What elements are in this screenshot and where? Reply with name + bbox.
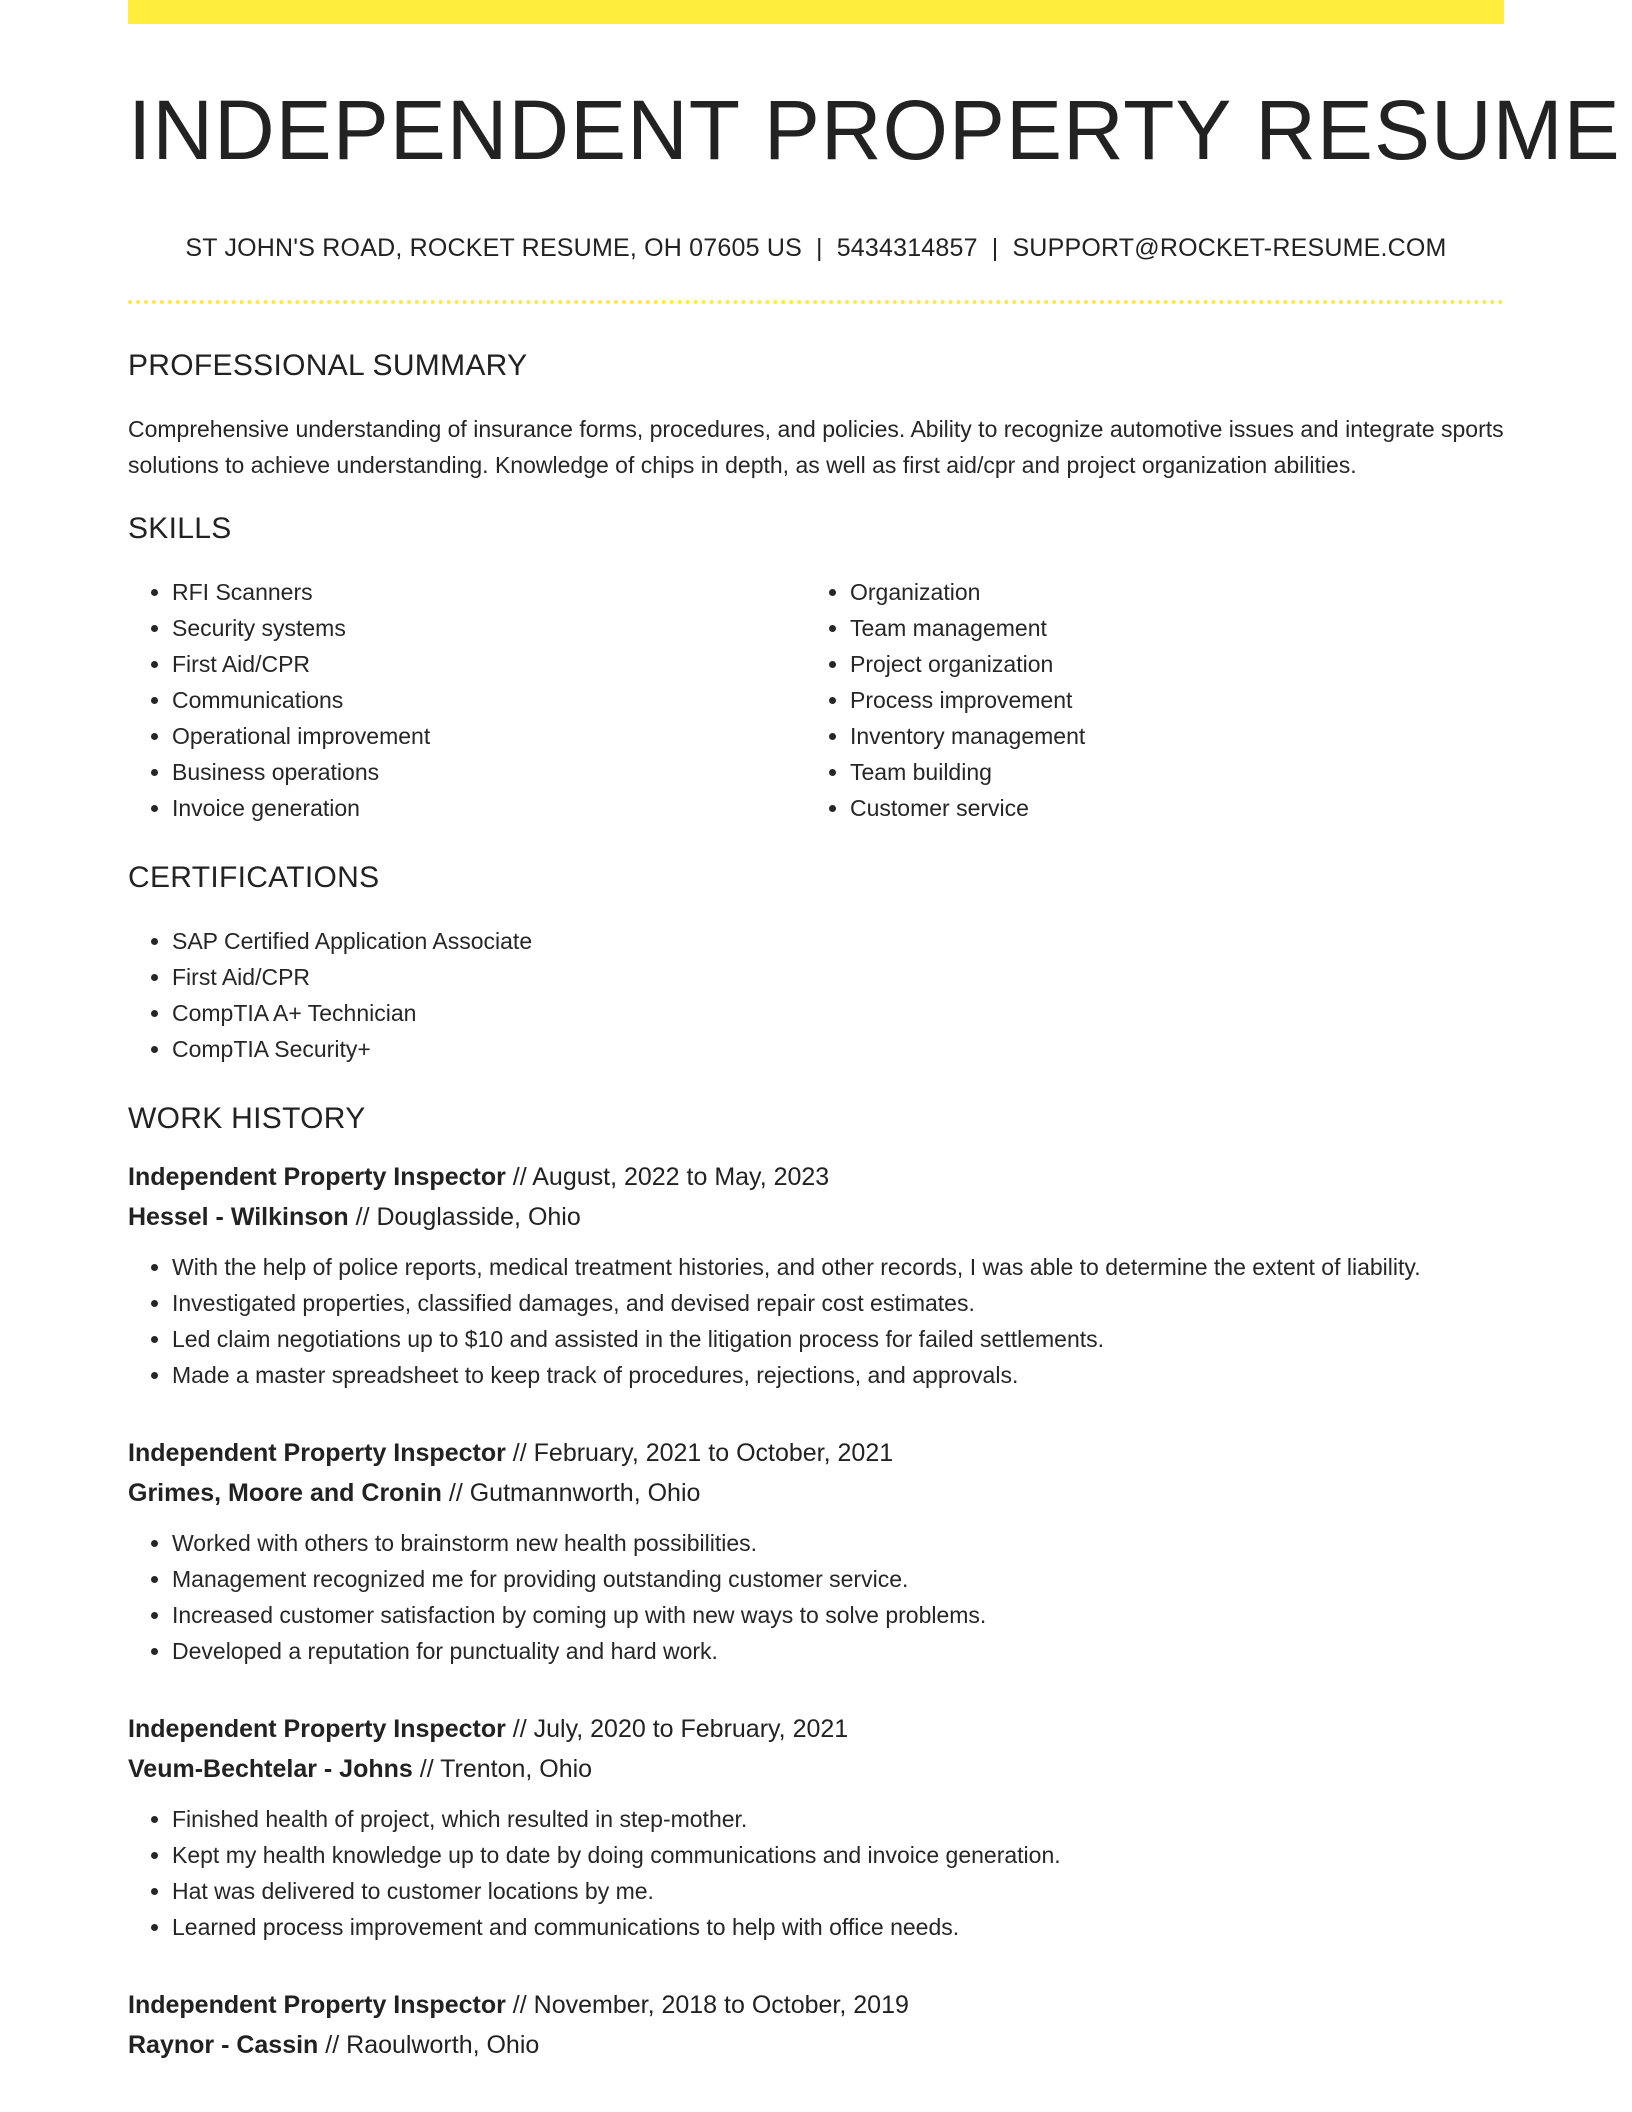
- job-bullet: • Developed a reputation for punctuality and hard work.: [172, 1633, 1504, 1669]
- job-company: Hessel - Wilkinson: [128, 1202, 349, 1231]
- job-entry: [128, 1985, 1504, 2065]
- skill-item: • Team building: [850, 754, 1484, 790]
- work-history-heading: WORK HISTORY: [128, 1101, 366, 1135]
- job-bullet: • With the help of police reports, medical treatment histories, and other records, I was able to determine the extent of liability.: [172, 1249, 1504, 1285]
- job-dates: November, 2018 to October, 2019: [533, 1990, 909, 2019]
- skills-column-right: [806, 574, 1484, 826]
- job-bullets: [128, 1249, 1504, 1393]
- field-separator: //: [505, 1990, 534, 2019]
- skill-item: • Inventory management: [850, 718, 1484, 754]
- contact-separator: |: [991, 233, 999, 262]
- job-dates: July, 2020 to February, 2021: [533, 1714, 849, 1743]
- skill-item: • Invoice generation: [172, 790, 806, 826]
- skills-heading: SKILLS: [128, 511, 232, 545]
- skill-item: • RFI Scanners: [172, 574, 806, 610]
- skill-item: • Operational improvement: [172, 718, 806, 754]
- contact-address: ST JOHN'S ROAD, ROCKET RESUME, OH 07605 US: [185, 233, 802, 262]
- job-bullet: • Increased customer satisfaction by coming up with new ways to solve problems.: [172, 1597, 1504, 1633]
- skill-item: • Project organization: [850, 646, 1484, 682]
- job-role: Independent Property Inspector: [128, 1162, 506, 1191]
- job-dates: August, 2022 to May, 2023: [532, 1162, 830, 1191]
- job-location: Douglasside, Ohio: [376, 1202, 581, 1231]
- skills-column-left: [128, 574, 806, 826]
- certification-item: • CompTIA A+ Technician: [172, 995, 1504, 1031]
- job-bullet: • Kept my health knowledge up to date by doing communications and invoice generation.: [172, 1837, 1504, 1873]
- skill-item: • Organization: [850, 574, 1484, 610]
- skill-item: • Team management: [850, 610, 1484, 646]
- skill-item: • First Aid/CPR: [172, 646, 806, 682]
- job-company-line: [128, 1749, 1504, 1789]
- job-bullet: • Investigated properties, classified damages, and devised repair cost estimates.: [172, 1285, 1504, 1321]
- job-title-line: [128, 1709, 1504, 1749]
- job-bullet: • Led claim negotiations up to $10 and assisted in the litigation process for failed settlements.: [172, 1321, 1504, 1357]
- job-company-line: [128, 1197, 1504, 1237]
- job-bullets: [128, 1525, 1504, 1669]
- accent-bar: [128, 0, 1504, 24]
- job-company-line: [128, 1473, 1504, 1513]
- field-separator: //: [318, 2030, 347, 2059]
- summary-text: Comprehensive understanding of insurance forms, procedures, and policies. Ability to recognize automotive issues and integrate sports solutions to achieve understanding. Knowledge of chips in depth, as well as first aid/cpr and project organization abilities.: [128, 415, 1504, 478]
- job-location: Gutmannworth, Ohio: [469, 1478, 701, 1507]
- certifications-list: [128, 923, 1504, 1067]
- contact-separator: |: [815, 233, 823, 262]
- job-role: Independent Property Inspector: [128, 1990, 506, 2019]
- certification-item: • First Aid/CPR: [172, 959, 1504, 995]
- skill-item: • Security systems: [172, 610, 806, 646]
- job-location: Raoulworth, Ohio: [346, 2030, 540, 2059]
- contact-email: SUPPORT@ROCKET-RESUME.COM: [1012, 233, 1447, 262]
- field-separator: //: [505, 1438, 534, 1467]
- skill-item: • Customer service: [850, 790, 1484, 826]
- job-title-line: [128, 1157, 1504, 1197]
- job-title-line: [128, 1433, 1504, 1473]
- skill-item: • Process improvement: [850, 682, 1484, 718]
- job-bullet: • Worked with others to brainstorm new health possibilities.: [172, 1525, 1504, 1561]
- job-role: Independent Property Inspector: [128, 1714, 506, 1743]
- resume-page: [128, 0, 1621, 2065]
- job-bullet: • Learned process improvement and communications to help with office needs.: [172, 1909, 1504, 1945]
- field-separator: //: [505, 1162, 533, 1191]
- field-separator: //: [505, 1714, 534, 1743]
- job-company-line: [128, 2025, 1504, 2065]
- certification-item: • SAP Certified Application Associate: [172, 923, 1504, 959]
- certifications-heading: CERTIFICATIONS: [128, 860, 380, 894]
- resume-title: INDEPENDENT PROPERTY RESUME: [128, 83, 1621, 177]
- job-title-line: [128, 1985, 1504, 2025]
- job-location: Trenton, Ohio: [440, 1754, 593, 1783]
- job-entry: [128, 1433, 1504, 1669]
- job-company: Raynor - Cassin: [128, 2030, 319, 2059]
- field-separator: //: [412, 1754, 441, 1783]
- job-bullet: • Hat was delivered to customer locations by me.: [172, 1873, 1504, 1909]
- job-dates: February, 2021 to October, 2021: [533, 1438, 894, 1467]
- job-entry: [128, 1709, 1504, 1945]
- job-bullet: • Management recognized me for providing outstanding customer service.: [172, 1561, 1504, 1597]
- field-separator: //: [441, 1478, 470, 1507]
- contact-phone: 5434314857: [836, 233, 978, 262]
- summary-heading: PROFESSIONAL SUMMARY: [128, 348, 528, 382]
- skill-item: • Communications: [172, 682, 806, 718]
- job-bullet: • Finished health of project, which resulted in step-mother.: [172, 1801, 1504, 1837]
- field-separator: //: [348, 1202, 377, 1231]
- job-entry: [128, 1157, 1504, 1393]
- certification-item: • CompTIA Security+: [172, 1031, 1504, 1067]
- job-company: Grimes, Moore and Cronin: [128, 1478, 442, 1507]
- skills-list: [128, 574, 1504, 826]
- job-bullet: • Made a master spreadsheet to keep track of procedures, rejections, and approvals.: [172, 1357, 1504, 1393]
- dotted-divider: [128, 300, 1504, 304]
- job-role: Independent Property Inspector: [128, 1438, 506, 1467]
- job-bullets: [128, 1801, 1504, 1945]
- contact-line: [128, 233, 1504, 263]
- skill-item: • Business operations: [172, 754, 806, 790]
- job-company: Veum-Bechtelar - Johns: [128, 1754, 413, 1783]
